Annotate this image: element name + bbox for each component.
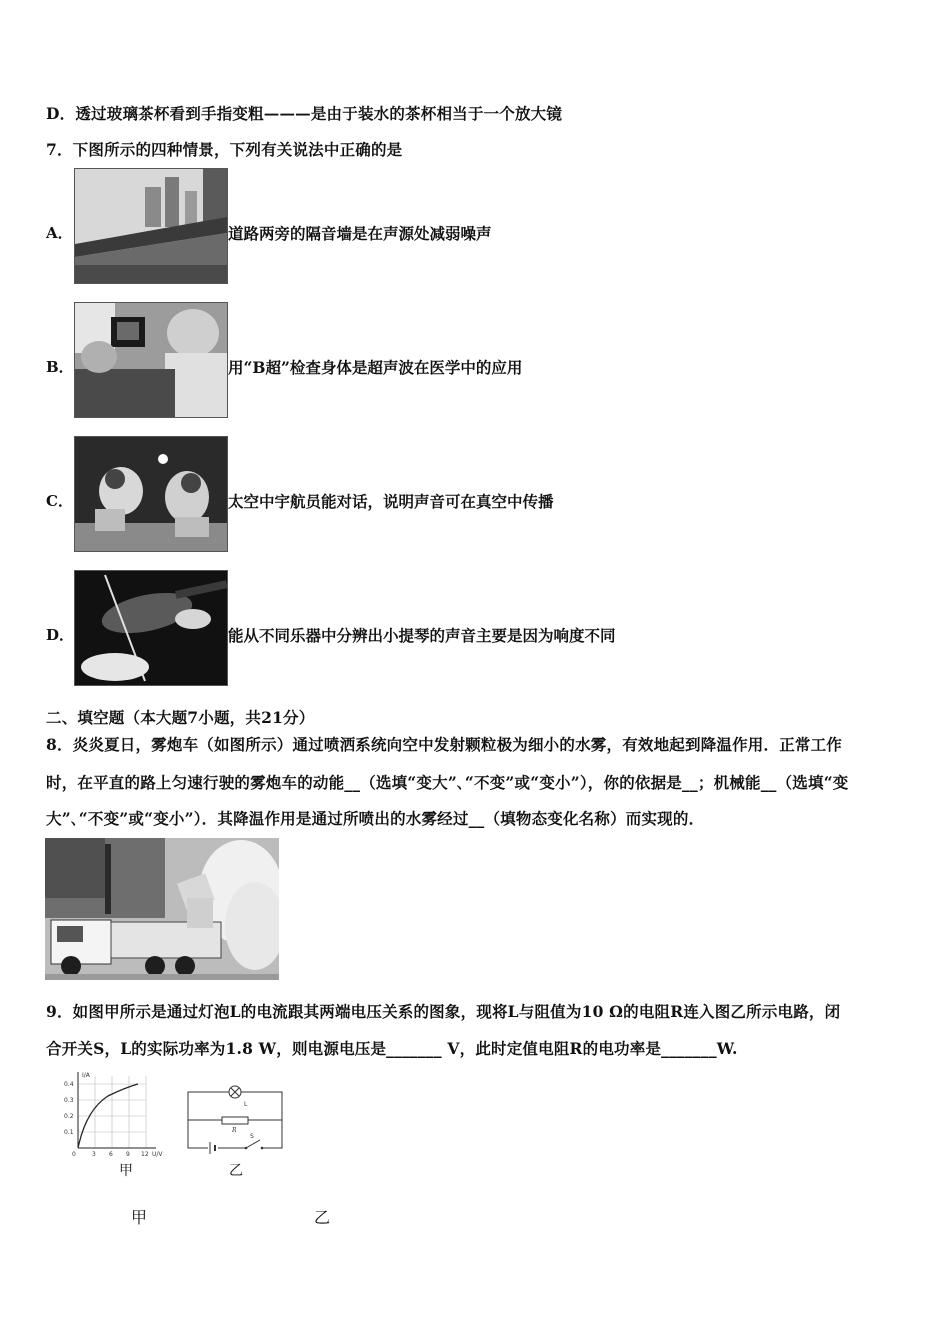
q7-option-d-text: 能从不同乐器中分辨出小提琴的声音主要是因为响度不同 — [228, 626, 616, 645]
x-tick: 0 — [72, 1151, 76, 1158]
q7-option-b-text: 用“B超”检查身体是超声波在医学中的应用 — [228, 358, 523, 377]
switch-label: S — [250, 1133, 254, 1140]
resistor-label: R — [232, 1127, 237, 1134]
q7-option-d-label: D． — [46, 626, 75, 644]
circuit-diagram — [186, 1080, 284, 1156]
q7-option-c-label: C． — [46, 492, 73, 510]
astronauts-photo — [74, 436, 228, 552]
x-tick: 9 — [126, 1151, 130, 1158]
circuit-caption-small: 乙 — [229, 1163, 243, 1179]
graph-y-label: I/A — [82, 1072, 90, 1079]
violin-photo — [74, 570, 228, 686]
caption-yi: 乙 — [314, 1208, 331, 1227]
current-voltage-graph — [62, 1068, 174, 1160]
q9-line-1: 9．如图甲所示是通过灯泡L的电流跟其两端电压关系的图象，现将L与阻值为10 Ω的电阻R连入图乙所示电路，闭 — [46, 1002, 841, 1021]
sound-barrier-photo — [74, 168, 228, 284]
graph-x-label: U/V — [152, 1151, 163, 1158]
q6-option-d: D．透过玻璃茶杯看到手指变粗———是由于装水的茶杯相当于一个放大镜 — [46, 104, 563, 123]
x-tick: 6 — [109, 1151, 113, 1158]
y-tick: 0.4 — [64, 1081, 74, 1088]
fog-cannon-truck-photo — [45, 838, 279, 980]
q7-stem: 7．下图所示的四种情景，下列有关说法中正确的是 — [46, 140, 403, 159]
q9-line-2: 合开关S，L的实际功率为1.8 W，则电源电压是_______ V，此时定值电阻R的电功率是_______W. — [46, 1039, 738, 1058]
x-tick: 12 — [141, 1151, 149, 1158]
x-tick: 3 — [92, 1151, 96, 1158]
q8-line-3: 大”､“不变”或“变小”）．其降温作用是通过所喷出的水雾经过__（填物态变化名称）而实现的． — [46, 809, 705, 828]
q7-option-a-text: 道路两旁的隔音墙是在声源处减弱噪声 — [228, 224, 492, 243]
graph-caption-small: 甲 — [119, 1163, 133, 1179]
q8-line-2: 时，在平直的路上匀速行驶的雾炮车的动能__（选填“变大”､“不变”或“变小”），你的依据是__；机械能__（选填“变 — [46, 773, 849, 792]
q7-option-b-label: B． — [46, 358, 74, 376]
ultrasound-photo — [74, 302, 228, 418]
section-heading: 二、填空题（本大题7小题，共21分） — [46, 708, 315, 727]
y-tick: 0.3 — [64, 1097, 74, 1104]
caption-jia: 甲 — [131, 1208, 148, 1227]
y-tick: 0.2 — [64, 1113, 74, 1120]
lamp-label: L — [244, 1101, 248, 1108]
q8-line-1: 8．炎炎夏日，雾炮车（如图所示）通过喷洒系统向空中发射颗粒极为细小的水雾，有效地起到降温作用．正常工作 — [46, 735, 842, 754]
y-tick: 0.1 — [64, 1129, 74, 1136]
q7-option-c-text: 太空中宇航员能对话，说明声音可在真空中传播 — [228, 492, 554, 511]
q7-option-a-label: A． — [46, 224, 73, 242]
